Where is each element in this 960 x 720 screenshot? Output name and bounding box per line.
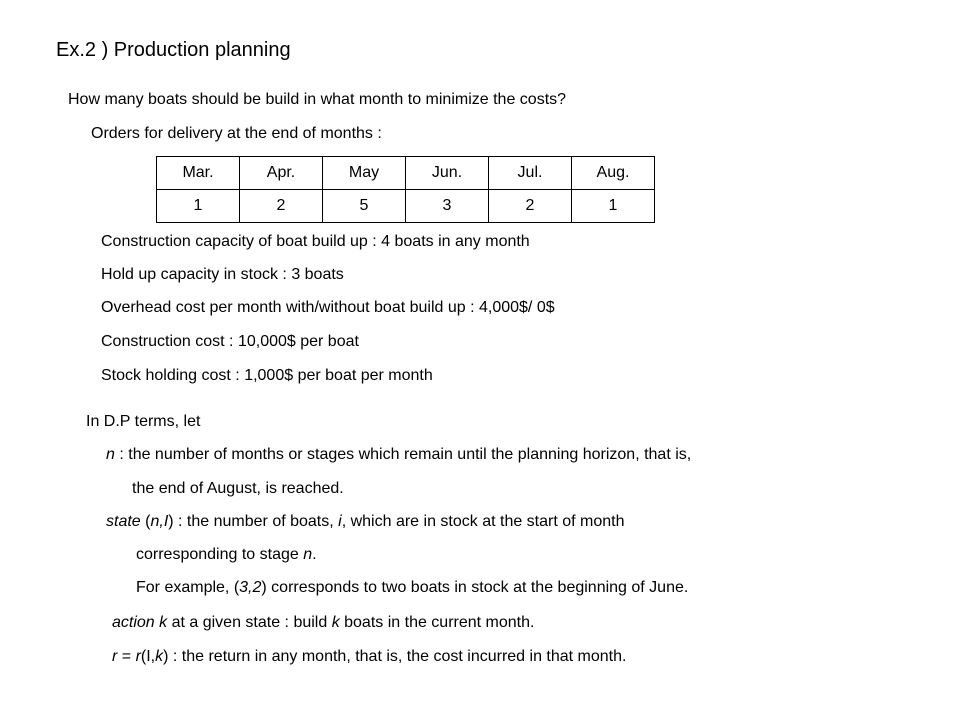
state-def2-n-symbol: n — [303, 546, 313, 563]
n-definition-text: : the number of months or stages which remain until the planning horizon, that is, — [114, 446, 692, 463]
return-definition — [112, 647, 626, 667]
month-cell: Mar. — [157, 157, 240, 190]
return-args-open: (I, — [140, 648, 156, 665]
state-definition-text-b: , which are in stock at the start of month — [341, 513, 625, 530]
holding-cost-line: Stock holding cost : 1,000$ per boat per month — [101, 367, 433, 384]
order-count-cell: 3 — [406, 190, 489, 223]
example-text-a: For example, ( — [136, 579, 240, 596]
order-count-cell: 2 — [240, 190, 323, 223]
n-definition-cont: the end of August, is reached. — [132, 480, 344, 497]
question-text: How many boats should be build in what month to minimize the costs? — [68, 91, 567, 108]
month-cell: Apr. — [240, 157, 323, 190]
orders-table — [156, 156, 655, 223]
page-title: Ex.2 ) Production planning — [56, 39, 291, 61]
state-i-symbol: i — [338, 513, 342, 530]
action-k-symbol: k — [331, 614, 340, 631]
stock-capacity-line: Hold up capacity in stock : 3 boats — [101, 266, 344, 283]
order-count-cell: 5 — [323, 190, 406, 223]
example-line — [136, 578, 688, 598]
state-paren-open: ( — [140, 513, 151, 530]
example-text-b: ) corresponds to two boats in stock at the beginning of June. — [261, 579, 689, 596]
return-r-symbol: r — [112, 648, 118, 665]
n-symbol: n — [106, 446, 115, 463]
state-def2-text-a: corresponding to stage — [136, 546, 304, 563]
month-cell: Jun. — [406, 157, 489, 190]
state-paren-close: ) — [168, 513, 174, 530]
construction-cost-line: Construction cost : 10,000$ per boat — [101, 333, 359, 350]
return-r-function: r — [135, 648, 141, 665]
action-word: action k — [112, 614, 168, 631]
month-cell: Jul. — [489, 157, 572, 190]
action-text-b: boats in the current month. — [339, 614, 535, 631]
overhead-cost-line: Overhead cost per month with/without boat build up : 4,000$/ 0$ — [101, 299, 555, 316]
state-definition-text-a: : the number of boats, — [173, 513, 339, 530]
n-definition — [106, 445, 691, 465]
action-definition — [112, 613, 534, 633]
return-k-symbol: k — [155, 648, 164, 665]
state-definition-cont — [136, 545, 317, 565]
state-args: n,I — [150, 513, 169, 530]
dp-intro: In D.P terms, let — [86, 413, 201, 430]
order-count-cell: 2 — [489, 190, 572, 223]
state-def2-text-b: . — [312, 546, 317, 563]
orders-label: Orders for delivery at the end of months : — [91, 125, 382, 142]
order-count-cell: 1 — [157, 190, 240, 223]
month-cell: May — [323, 157, 406, 190]
action-text-a: at a given state : build — [167, 614, 332, 631]
capacity-line: Construction capacity of boat build up : 4 boats in any month — [101, 233, 530, 250]
state-definition — [106, 512, 625, 532]
orders-table-value-row — [157, 190, 655, 223]
return-equals: = — [117, 648, 136, 665]
order-count-cell: 1 — [572, 190, 655, 223]
orders-table-header-row — [157, 157, 655, 190]
state-symbol: state — [106, 513, 141, 530]
example-pair: 3,2 — [239, 579, 262, 596]
month-cell: Aug. — [572, 157, 655, 190]
return-definition-text: ) : the return in any month, that is, the cost incurred in that month. — [163, 648, 627, 665]
